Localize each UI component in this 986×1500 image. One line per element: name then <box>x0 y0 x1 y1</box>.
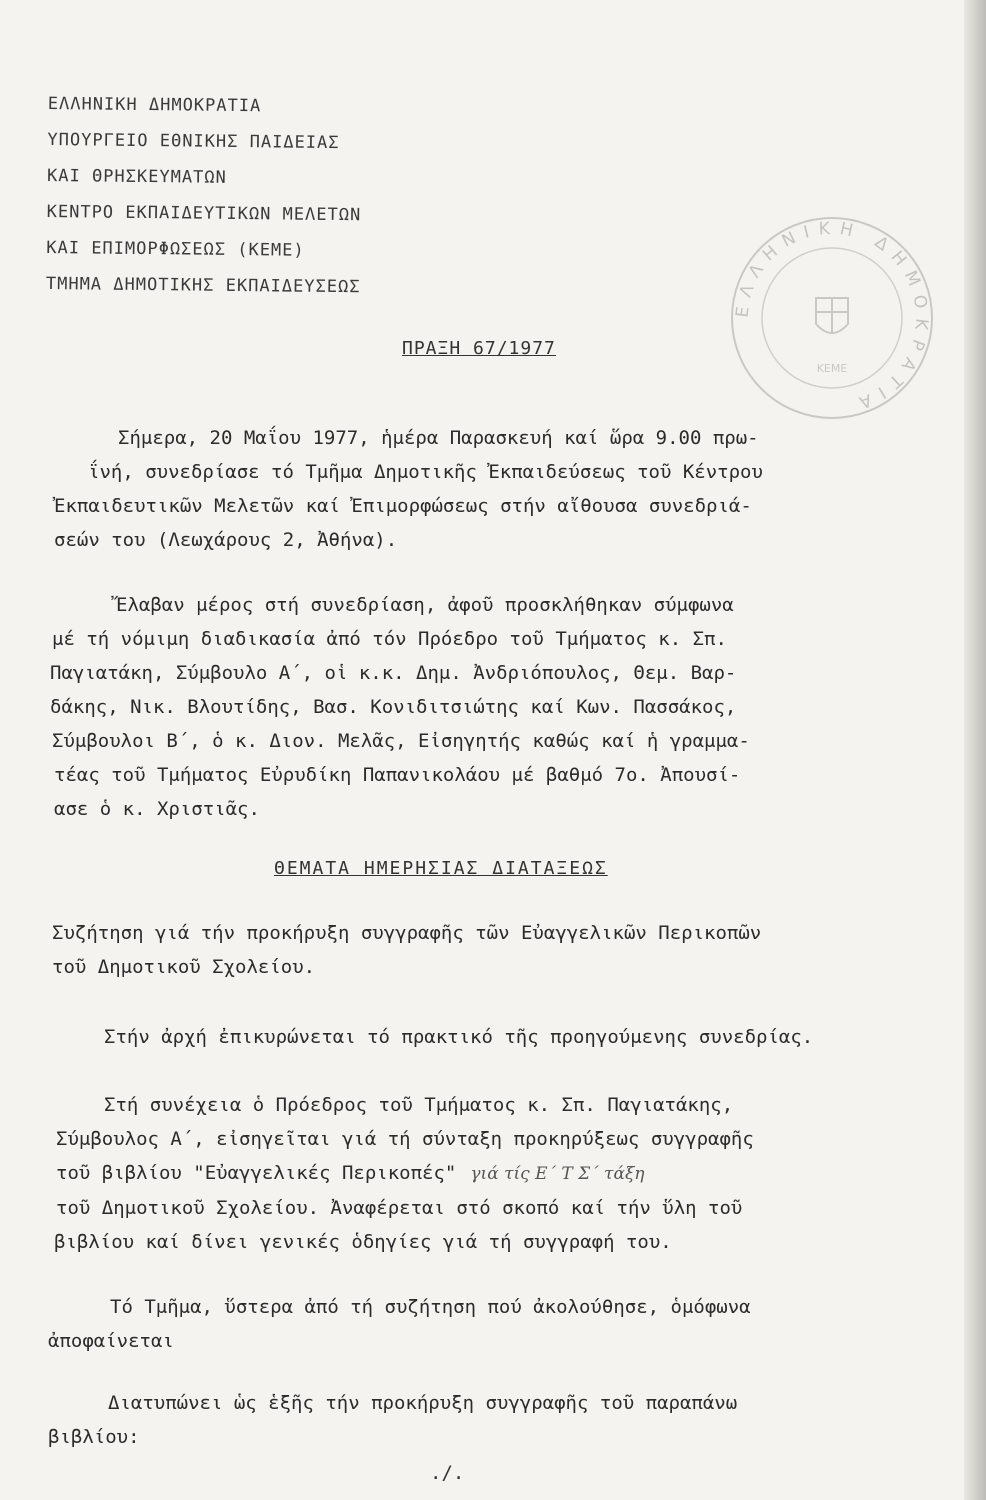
text-line: ἀποφαίνεται <box>48 1330 174 1352</box>
letterhead-line: ΚΑΙ ΕΠΙΜΟΡΦΩΣΕΩΣ (ΚΕΜΕ) <box>46 237 305 261</box>
text-line: Ἐκπαιδευτικῶν Μελετῶν καί Ἐπιμορφώσεως στήν αἴθουσα συνεδριά- <box>54 495 752 517</box>
text-line: τέας τοῦ Τμήματος Εὐρυδίκη Παπανικολάου μέ βαθμό 7ο. Ἀπουσί- <box>54 764 741 786</box>
letterhead-line: ΚΕΝΤΡΟ ΕΚΠΑΙΔΕΥΤΙΚΩΝ ΜΕΛΕΤΩΝ <box>46 201 362 226</box>
letterhead-line: ΥΠΟΥΡΓΕΙΟ ΕΘΝΙΚΗΣ ΠΑΙΔΕΙΑΣ <box>47 129 340 154</box>
ratify-paragraph: Στήν ἀρχή ἐπικυρώνεται τό πρακτικό τῆς προηγούμενης συνεδρίας. <box>104 1026 814 1048</box>
text-line: μέ τή νόμιμη διαδικασία ἀπό τόν Πρόεδρο τοῦ Τμήματος κ. Σπ. <box>52 628 727 650</box>
letterhead-line: ΕΛΛΗΝΙΚΗ ΔΗΜΟΚΡΑΤΙΑ <box>47 93 262 117</box>
text-line: δάκης, Νικ. Βλουτίδης, Βασ. Κονιδιτσιώτης καί Κων. Πασσάκος, <box>50 696 737 718</box>
text-line: βιβλίου καί δίνει γενικές ὁδηγίες γιά τή συγγραφή του. <box>54 1231 672 1253</box>
continuation-mark: ./. <box>430 1462 465 1484</box>
text-line: Ἔλαβαν μέρος στή συνεδρίαση, ἀφοῦ προσκλήθηκαν σύμφωνα <box>116 594 734 616</box>
formulation-paragraph <box>48 1386 738 1454</box>
letterhead <box>46 86 363 305</box>
intro-paragraph <box>54 421 763 557</box>
official-seal <box>726 212 938 424</box>
text-line: ασε ὁ κ. Χριστιᾶς. <box>54 798 260 820</box>
text-line: σεών του (Λεωχάρους 2, Ἀθήνα). <box>54 529 398 551</box>
page-edge <box>964 0 986 1500</box>
decision-paragraph <box>48 1290 751 1358</box>
text-line: τοῦ βιβλίου "Εὐαγγελικές Περικοπές" <box>56 1162 457 1184</box>
letterhead-line: ΚΑΙ ΘΡΗΣΚΕΥΜΑΤΩΝ <box>46 165 227 188</box>
text-line: ΐνή, συνεδρίασε τό Τμῆμα Δημοτικῆς Ἐκπαιδεύσεως τοῦ Κέντρου <box>88 461 763 483</box>
attendance-paragraph <box>50 588 750 826</box>
text-line: βιβλίου: <box>48 1426 140 1448</box>
agenda-paragraph <box>52 916 761 984</box>
text-line: Σύμβουλος Α΄, εἰσηγεῖται γιά τή σύνταξη προκηρύξεως συγγραφῆς <box>56 1128 754 1150</box>
text-line: Συζήτηση γιά τήν προκήρυξη συγγραφῆς τῶν Εὐαγγελικῶν Περικοπῶν <box>52 922 762 944</box>
text-line: Παγιατάκη, Σύμβουλο Α΄, οἱ κ.κ. Δημ. Ἀνδριόπουλος, Θεμ. Βαρ- <box>50 662 737 684</box>
text-line: τοῦ Δημοτικοῦ Σχολείου. Ἀναφέρεται στό σκοπό καί τήν ὕλη τοῦ <box>56 1197 743 1219</box>
seal-center-text: ΚΕΜΕ <box>816 362 848 375</box>
letterhead-line: ΤΜΗΜΑ ΔΗΜΟΤΙΚΗΣ ΕΚΠΑΙΔΕΥΣΕΩΣ <box>45 273 361 298</box>
document-title: ΠΡΑΞΗ 67/1977 <box>402 338 556 359</box>
text-line: Σύμβουλοι Β΄, ὁ κ. Διον. Μελᾶς, Εἰσηγητής καθώς καί ἡ γραμμα- <box>52 730 750 752</box>
text-line: τοῦ Δημοτικοῦ Σχολείου. <box>52 956 316 978</box>
proposal-paragraph <box>54 1088 754 1259</box>
agenda-title: ΘΕΜΑΤΑ ΗΜΕΡΗΣΙΑΣ ΔΙΑΤΑΞΕΩΣ <box>274 858 608 879</box>
handwritten-note: γιά τίς Ε΄ Τ Σ΄ τάξη <box>470 1164 645 1184</box>
seal-text: ΕΛΛΗΝΙΚΗ ΔΗΜΟΚΡΑΤΙΑ <box>732 218 932 415</box>
text-line: Τό Τμῆμα, ὕστερα ἀπό τή συζήτηση πού ἀκολούθησε, ὁμόφωνα <box>110 1296 751 1318</box>
text-line: Στή συνέχεια ὁ Πρόεδρος τοῦ Τμήματος κ. Σπ. Παγιατάκης, <box>104 1094 734 1116</box>
text-line: Διατυπώνει ὡς ἑξῆς τήν προκήρυξη συγγραφῆς τοῦ παραπάνω <box>108 1392 738 1414</box>
text-line: Σήμερα, 20 Μαΐου 1977, ἡμέρα Παρασκευή καί ὥρα 9.00 πρω- <box>118 427 759 449</box>
